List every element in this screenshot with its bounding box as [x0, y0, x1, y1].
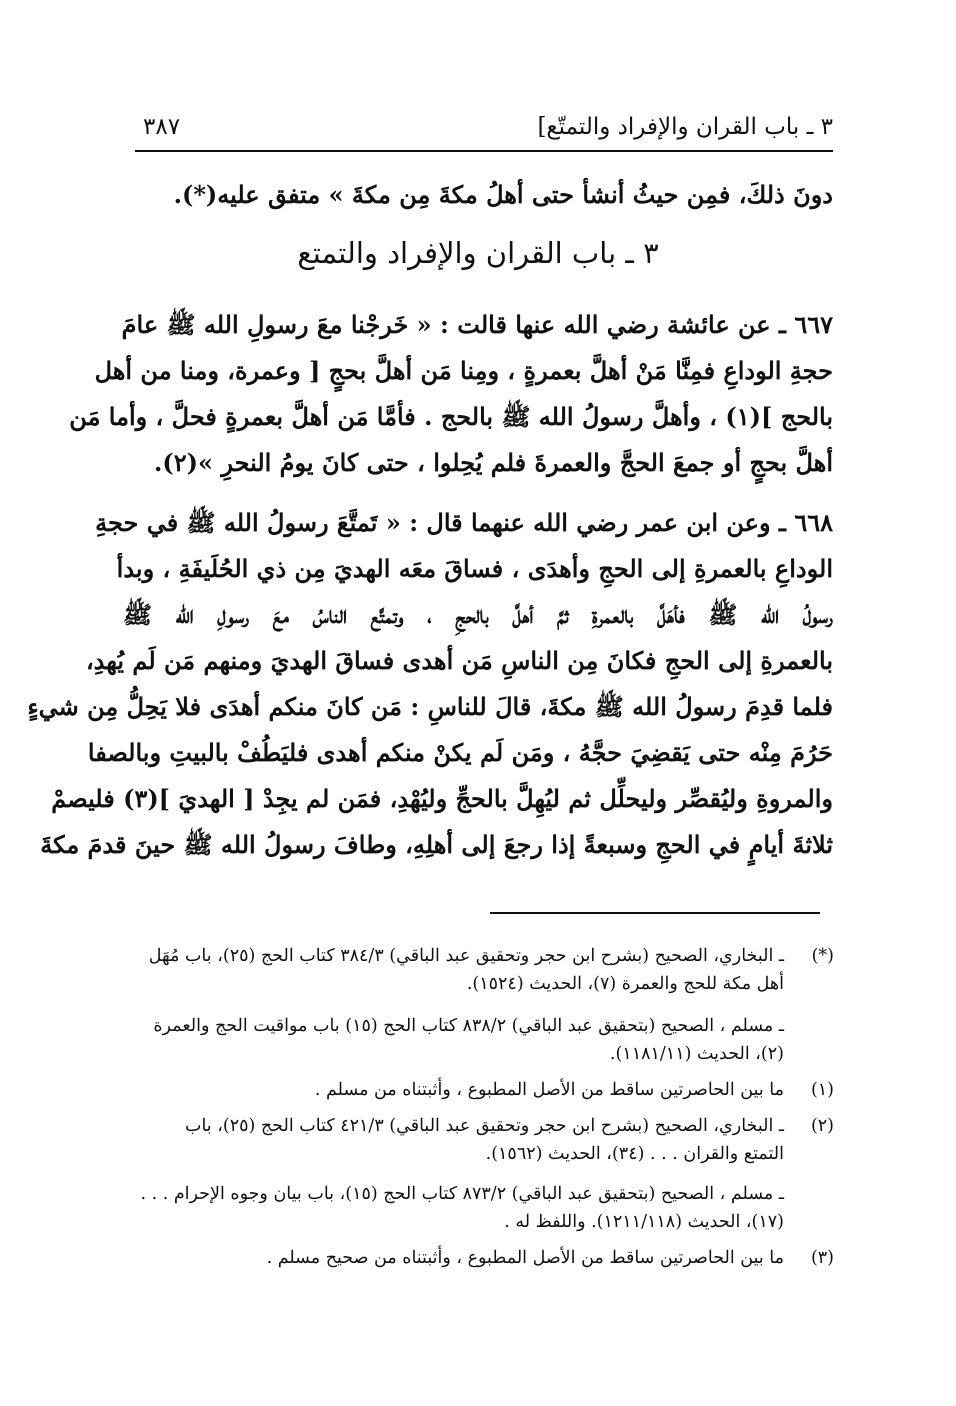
footnote-line: ـ البخاري، الصحيح (بشرح ابن حجر وتحقيق عبد الباقي) ٤٢١/٣ كتاب الحج (٢٥)، باب	[184, 1116, 784, 1136]
hadith-667-line-2: حجةِ الوداعِ فمِنَّا مَنْ أهلَّ بعمرةٍ ، ومِنا مَن أهلَّ بحجٍ [ وعمرة، ومنا من أهل	[94, 356, 833, 385]
running-header-title: ٣ ـ باب القران والإفراد والتمتّع]	[537, 114, 833, 140]
hadith-667-line-4: أهلَّ بحجٍ أو جمعَ الحجَّ والعمرةَ فلم يُحِلوا ، حتى كانَ يومُ النحرِ »(٢).	[154, 448, 833, 477]
continuation-line: دونَ ذلكَ، فمِن حيثُ أنشأ حتى أهلُ مكةَ مِن مكةَ » متفق عليه(*).	[173, 180, 833, 209]
footnote-line: (١٧)، الحديث (١٢١١/١١٨). واللفظ له .	[504, 1212, 784, 1232]
footnote-mark: (٣)	[810, 1248, 834, 1268]
footnote-mark: (١)	[810, 1080, 834, 1100]
hadith-668-line-7: والمروةِ وليُقصِّر وليحلِّل ثم ليُهِلَّ بالحجِّ وليُهْدِ، فمَن لم يجِدْ [ الهديَ ](٣) فليصمْ	[51, 784, 833, 813]
hadith-668-line-1: ٦٦٨ ـ وعن ابن عمر رضي الله عنهما قال : « تَمتَّعَ رسولُ الله ﷺ في حجةِ	[95, 508, 833, 537]
hadith-668-line-3: رسولُ الله ﷺ فأهَلَّ بالعمرةِ ثمَّ أهلَّ بالحجِ ، وتمتَّع الناسُ معَ رسولِ الله ﷺ	[123, 600, 833, 629]
footnote-line: ما بين الحاصرتين ساقط من الأصل المطبوع ، وأثبتناه من مسلم .	[314, 1080, 784, 1100]
footnote-line: أهل مكة للحج والعمرة (٧)، الحديث (١٥٢٤).	[466, 974, 784, 994]
running-header	[135, 110, 833, 152]
footnote-line: ـ البخاري، الصحيح (بشرح ابن حجر وتحقيق عبد الباقي) ٣٨٤/٣ كتاب الحج (٢٥)، باب مُهَل	[148, 946, 784, 966]
footnote-mark: (*)	[811, 946, 834, 966]
footnote-line: (٢)، الحديث (١١٨١/١١).	[609, 1044, 784, 1064]
page-number: ٣٨٧	[143, 114, 181, 140]
hadith-668-line-8: ثلاثةَ أيامٍ في الحجِ وسبعةً إذا رجعَ إلى أهلِهِ، وطافَ رسولُ الله ﷺ حينَ قدمَ مكةَ	[40, 830, 833, 859]
hadith-668-line-4: بالعمرةِ إلى الحجِ فكانَ مِن الناسِ مَن أهدى فساقَ الهديَ ومنهم مَن لَم يُهدِ،	[85, 646, 833, 675]
footnote-line: ـ مسلم ، الصحيح (بتحقيق عبد الباقي) ٨٧٣/٢ كتاب الحج (١٥)، باب بيان وجوه الإحرام . . .	[140, 1184, 784, 1204]
hadith-668-line-2: الوداعِ بالعمرةِ إلى الحجِ وأهدَى ، فساقَ معَه الهديَ مِن ذي الحُلَيفَةِ ، وبدأ	[116, 554, 833, 583]
footnote-separator	[490, 912, 820, 914]
hadith-667-line-3: بالحج ](١) ، وأهلَّ رسولُ الله ﷺ بالحج . فأمَّا مَن أهلَّ بعمرةٍ فحلَّ ، وأما مَن	[69, 402, 833, 431]
footnote-line: ـ مسلم ، الصحيح (بتحقيق عبد الباقي) ٨٣٨/٢ كتاب الحج (١٥) باب مواقيت الحج والعمرة	[153, 1016, 784, 1036]
footnote-line: التمتع والقران . . . (٣٤)، الحديث (١٥٦٢).	[485, 1144, 784, 1164]
footnote-line: ما بين الحاصرتين ساقط من الأصل المطبوع ، وأثبتناه من صحيح مسلم .	[266, 1248, 784, 1268]
footnote-mark: (٢)	[810, 1116, 834, 1136]
hadith-667-line-1: ٦٦٧ ـ عن عائشة رضي الله عنها قالت : « خَرجْنا معَ رسولِ الله ﷺ عامَ	[121, 310, 833, 339]
hadith-668-line-5: فلما قدِمَ رسولُ الله ﷺ مكةَ، قالَ للناسِ : مَن كانَ منكم أهدَى فلا يَحِلُّ مِن شيءٍ	[27, 692, 833, 721]
chapter-heading: ٣ ـ باب القران والإفراد والتمتع	[297, 236, 659, 270]
hadith-668-line-6: حَرُمَ مِنْه حتى يَقضِيَ حجَّهُ ، ومَن لَم يكنْ منكم أهدى فليَطُفْ بالبيتِ وبالصفا	[87, 738, 833, 767]
